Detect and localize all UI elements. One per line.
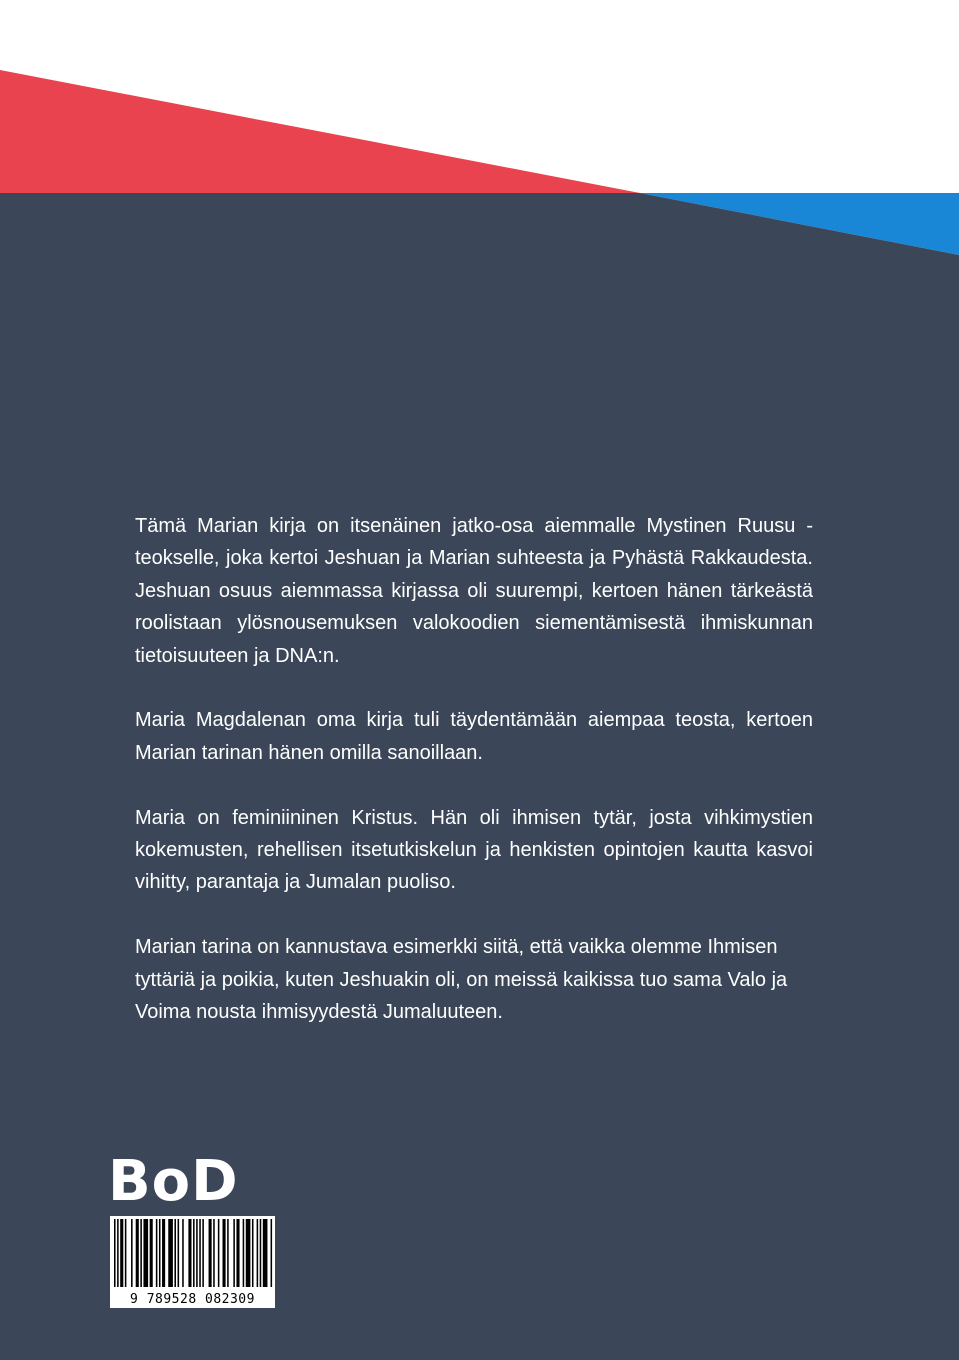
barcode-bar (178, 1219, 180, 1287)
barcode-bar (136, 1219, 139, 1287)
barcode-bar (168, 1219, 173, 1287)
barcode-bar (150, 1219, 153, 1287)
barcode-bar (209, 1219, 212, 1287)
publisher-logo: BoD (108, 1149, 239, 1214)
barcode-bar (257, 1219, 259, 1287)
barcode-bar (131, 1219, 133, 1287)
blurb-paragraph-4: Marian tarina on kannustava esimerkki siitä, että vaikka olemme Ihmisen tyttäriä ja poikia, kuten Jeshuakin oli, on meissä kaikissa tuo sama Valo ja Voima nousta ihmisyydestä Jumaluuteen. (135, 936, 788, 1024)
barcode-bar (218, 1219, 220, 1287)
blurb-paragraph-3: Maria on feminiininen Kristus. Hän oli ihmisen tytär, josta vihkimystien kokemusten, rehellisen itsetutkiskelun ja henkisten opintojen kautta kasvoi vihitty, parantaja ja Jumalan puoliso. (135, 806, 813, 894)
isbn-number: 9 789528 082309 (130, 1292, 255, 1307)
barcode-bar (263, 1219, 268, 1287)
barcode-bar (162, 1219, 165, 1287)
barcode-bar (140, 1219, 142, 1287)
barcode-bar (260, 1219, 262, 1287)
barcode-bar (202, 1219, 204, 1287)
barcode-bar (125, 1219, 127, 1287)
barcode-bar (188, 1219, 191, 1287)
barcode-bar (223, 1219, 226, 1287)
barcode-bar (246, 1219, 251, 1287)
barcode-bar (236, 1219, 239, 1287)
blurb-paragraph-2: Maria Magdalenan oma kirja tuli täydentämään aiempaa teosta, kertoen Marian tarinan hänen omilla sanoillaan. (135, 709, 813, 764)
barcode-bar (233, 1219, 235, 1287)
barcode-bar (252, 1219, 254, 1287)
barcode-bar (193, 1219, 195, 1287)
back-cover-blurb (135, 510, 813, 1061)
blurb-paragraph-1: Tämä Marian kirja on itsenäinen jatko-osa aiemmalle Mystinen Ruusu - teokselle, joka kertoi Jeshuan ja Marian suhteesta ja Pyhästä Rakkaudesta. Jeshuan osuus aiemmassa kirjassa oli suurempi, kertoen hänen tärkeästä roolistaan ylösnousemuksen valokoodien siementämisestä ihmiskunnan tietoisuuteen ja DNA:n. (135, 515, 813, 667)
isbn-barcode (110, 1216, 275, 1308)
top-color-band (0, 0, 959, 260)
barcode-bar (120, 1219, 123, 1287)
barcode-bar (227, 1219, 229, 1287)
barcode-bar (117, 1219, 119, 1287)
barcode-bar (143, 1219, 148, 1287)
barcode-bar (156, 1219, 158, 1287)
barcode-bar (182, 1219, 184, 1287)
barcode-bar (196, 1219, 198, 1287)
barcode-bar (114, 1219, 116, 1287)
barcode-bar (199, 1219, 201, 1287)
barcode-bar (174, 1219, 176, 1287)
barcode-bar (213, 1219, 215, 1287)
barcode-bar (159, 1219, 161, 1287)
barcode-bar (243, 1219, 245, 1287)
barcode-bar (271, 1219, 273, 1287)
